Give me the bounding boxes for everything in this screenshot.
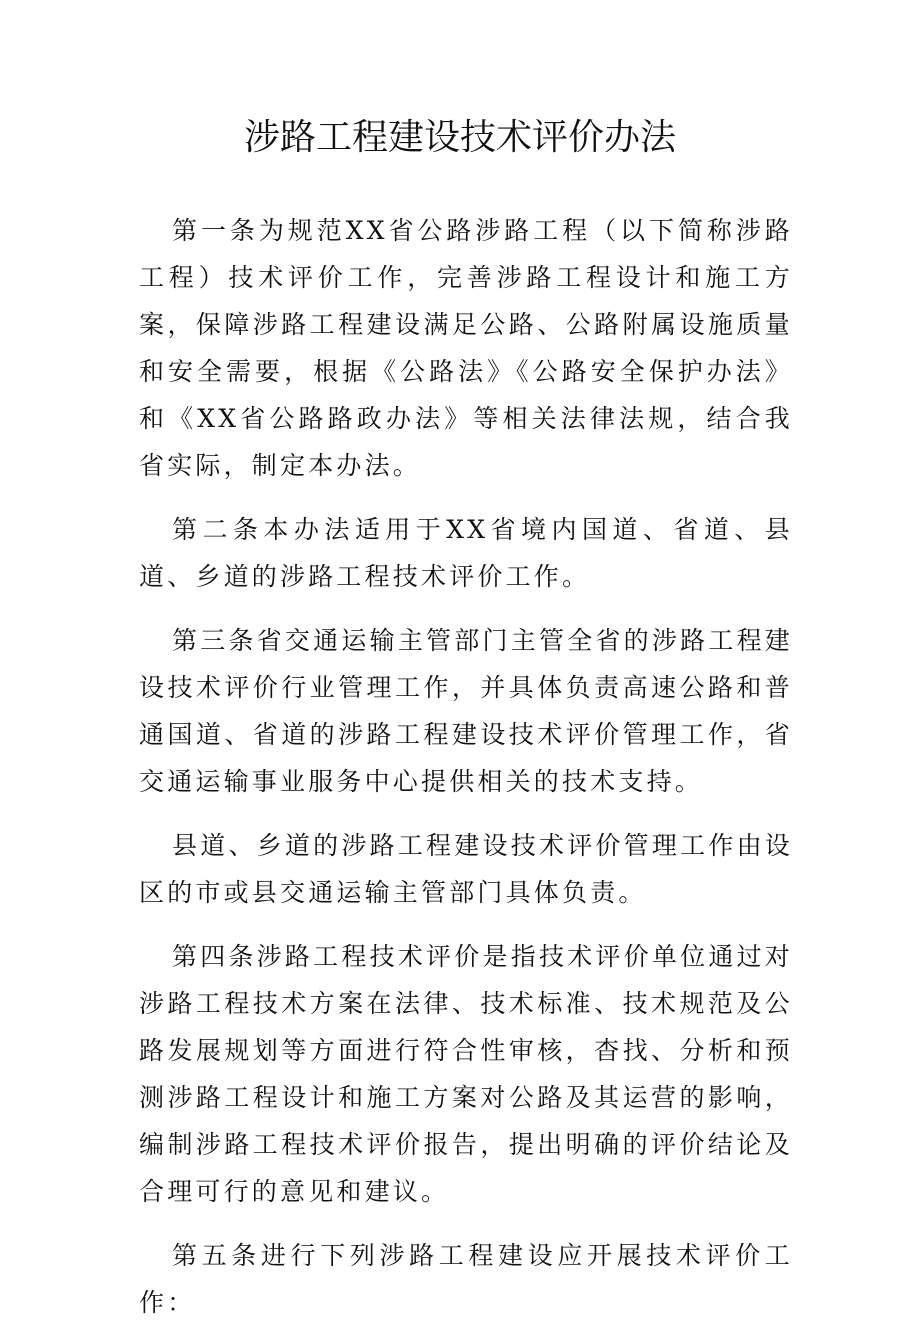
- article-4-paragraph: 第四条涉路工程技术评价是指技术评价单位通过对涉路工程技术方案在法律、技术标准、技术规范及公路发展规划等方面进行符合性审核，杳找、分析和预测涉路工程设计和施工方案对公路及其运营的影响，编制涉路工程技术评价报告，提出明确的评价结论及合理可行的意见和建议。: [139, 942, 793, 1206]
- document-title: 涉路工程建设技术评价办法: [243, 117, 676, 158]
- article-3-paragraph: 第三条省交通运输主管部门主管全省的涉路工程建设技术评价行业管理工作，并具体负责高速公路和普通国道、省道的涉路工程建设技术评价管理工作，省交通运输事业服务中心提供相关的技术支持。: [139, 626, 793, 796]
- county-road-paragraph: 县道、乡道的涉路工程建设技术评价管理工作由设区的市或县交通运输主管部门具体负责。: [139, 831, 793, 907]
- article-1-paragraph: 第一条为规范XX省公路涉路工程（以下简称涉路工程）技术评价工作，完善涉路工程设计和施工方案，保障涉路工程建设满足公路、公路附属设施质量和安全需要，根据《公路法》《公路安全保护办法》和《XX省公路路政办法》等相关法律法规，结合我省实际，制定本办法。: [139, 216, 793, 480]
- article-5-paragraph: 第五条进行下列涉路工程建设应开展技术评价工作：: [139, 1241, 793, 1317]
- article-2-paragraph: 第二条本办法适用于XX省境内国道、省道、县道、乡道的涉路工程技术评价工作。: [139, 515, 793, 591]
- document-body: [139, 207, 793, 1343]
